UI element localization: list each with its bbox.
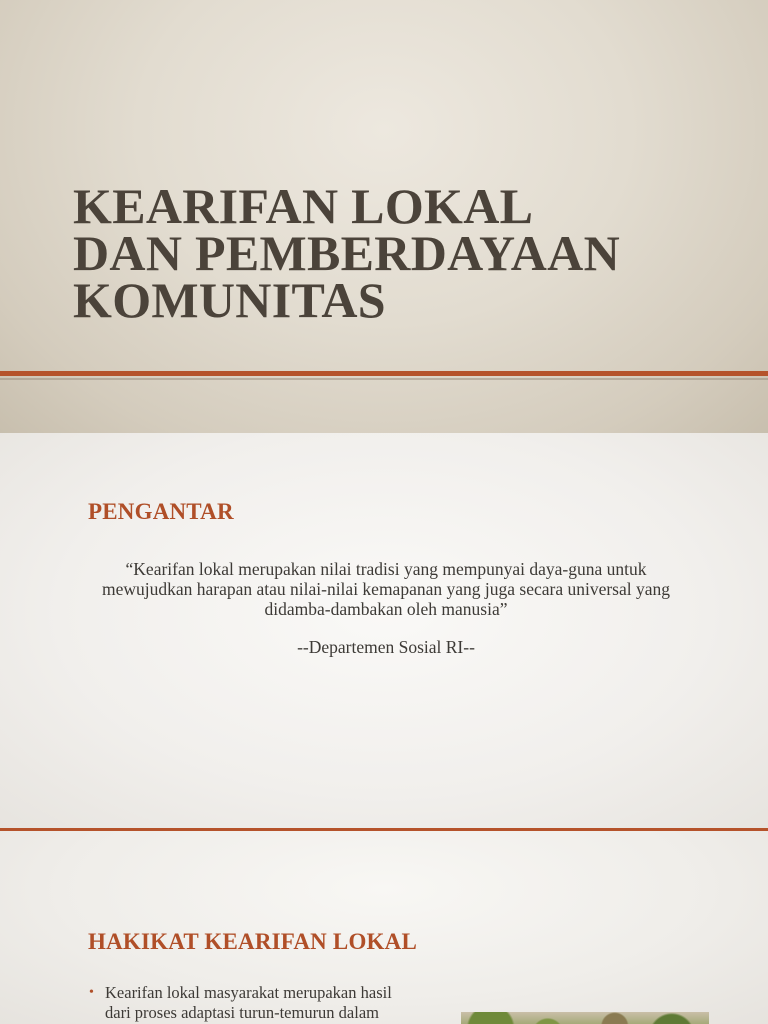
intro-quote: “Kearifan lokal merupakan nilai tradisi yang mempunyai daya-guna untuk mewujudkan harapan atau nilai-nilai kemapanan yang juga secara universal yang didamba-dambakan oleh manusia” — [101, 559, 671, 619]
quote-source: --Departemen Sosial RI-- — [297, 637, 475, 657]
title-line-3: KOMUNITAS — [73, 272, 386, 328]
bullet-icon: • — [89, 985, 94, 1000]
title-divider — [0, 371, 768, 376]
list-item — [89, 983, 419, 1023]
hakikat-heading: HAKIKAT KEARIFAN LOKAL — [88, 929, 417, 954]
landscape-photo — [461, 1012, 709, 1024]
title-divider-shadow — [0, 378, 768, 380]
bullet-list — [89, 983, 419, 1023]
intro-heading: PENGANTAR — [88, 499, 234, 524]
bullet-text: Kearifan lokal masyarakat merupakan hasil dari proses adaptasi turun-temurun dalam — [105, 983, 392, 1022]
presentation-title — [73, 178, 753, 328]
title-line-2: DAN PEMBERDAYAAN — [73, 225, 620, 281]
title-line-1: KEARIFAN LOKAL — [73, 178, 534, 234]
hakikat-slide — [0, 831, 768, 1024]
title-slide — [0, 0, 768, 433]
intro-slide — [0, 433, 768, 829]
